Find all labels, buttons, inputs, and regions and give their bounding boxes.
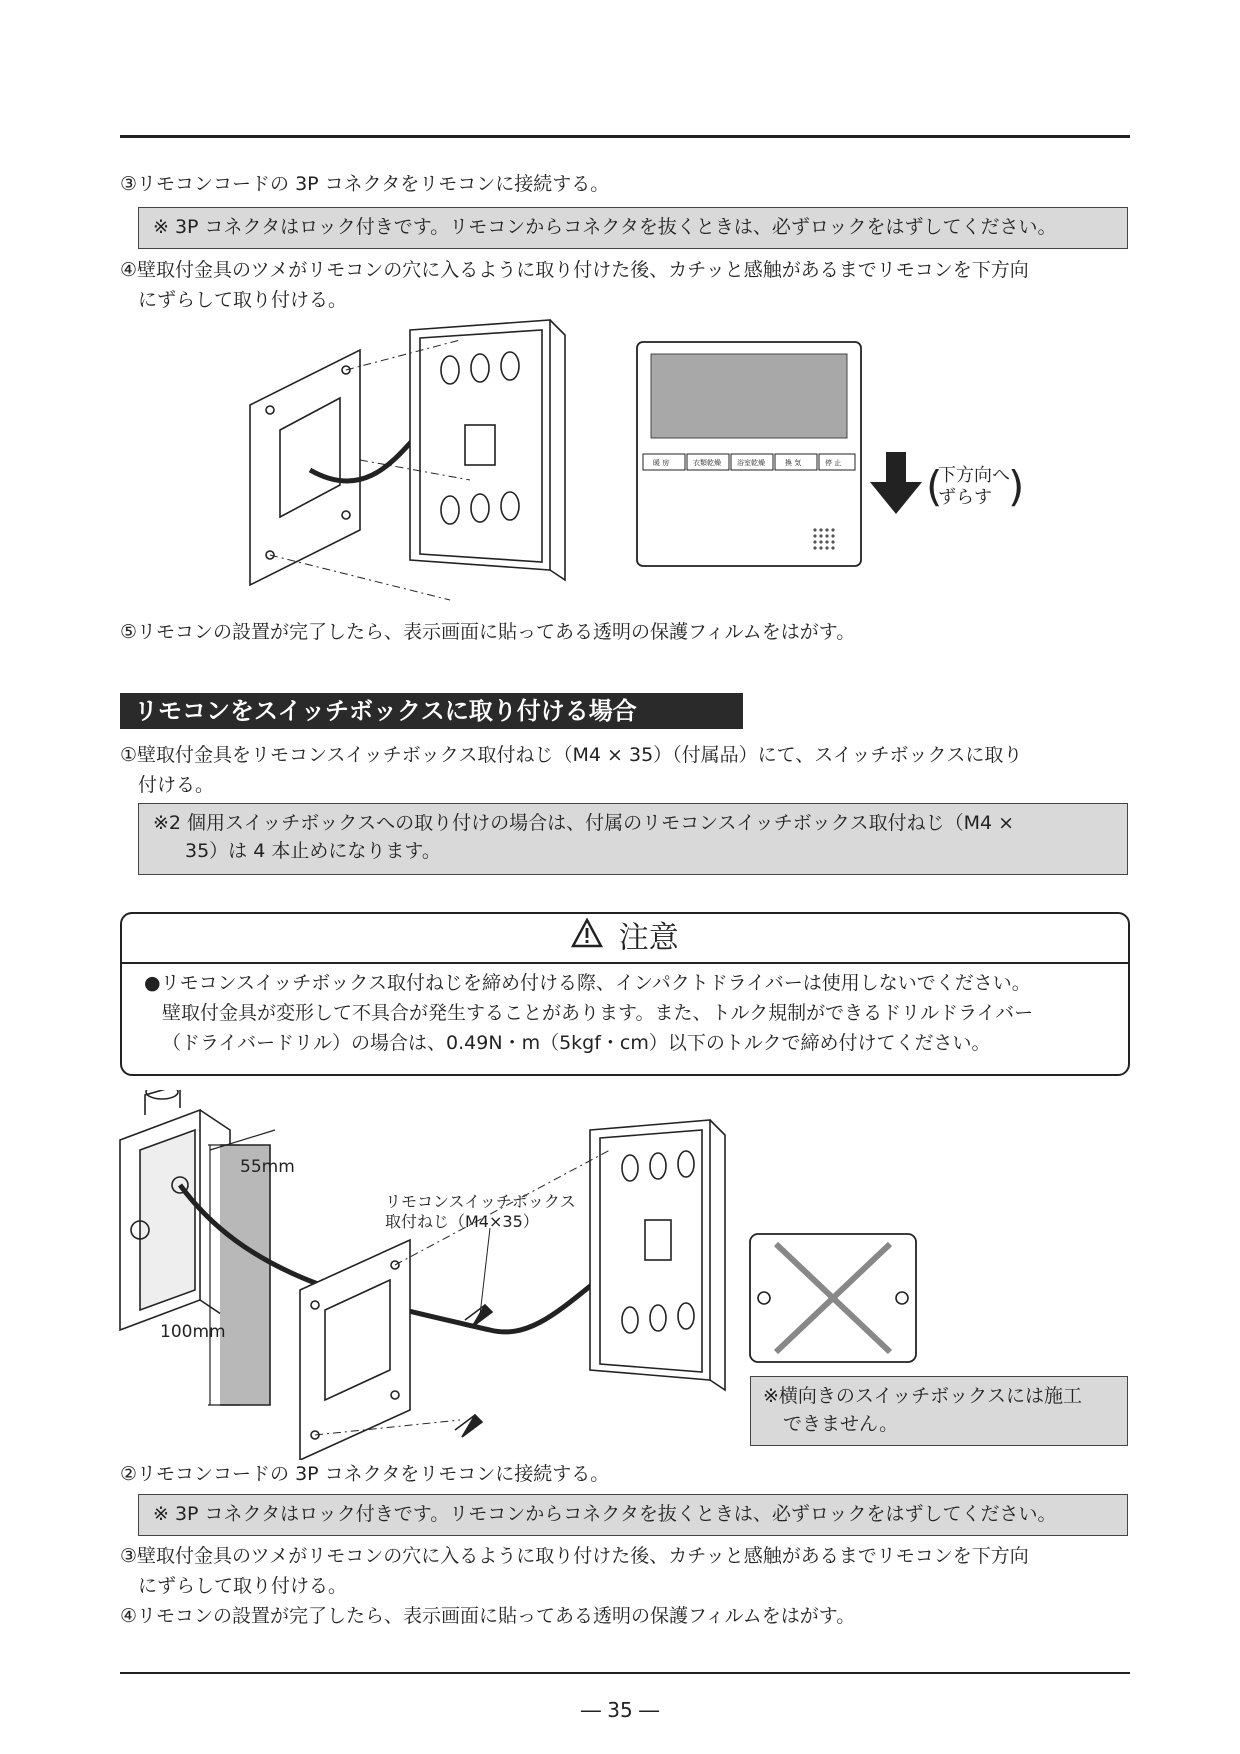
- double-box-note: [138, 803, 1128, 875]
- remote-button-label: 衣類乾燥: [693, 459, 721, 467]
- remote-front-figure: [635, 340, 865, 570]
- step-3-text: ③リモコンコードの 3P コネクタをリモコンに接続する。: [120, 173, 610, 195]
- paren-right-icon: ): [1008, 462, 1025, 511]
- caution-title: 注意: [618, 920, 679, 956]
- mounting-figure-1: [230, 310, 580, 610]
- remote-button-label: 換 気: [785, 459, 802, 467]
- slide-label-line2: ずらす: [938, 487, 992, 508]
- step-4-text-line1: ④壁取付金具のツメがリモコンの穴に入るように取り付けた後、カチッと感触があるまでリモコンを下方向: [120, 259, 1029, 281]
- warning-triangle-icon: [571, 915, 603, 963]
- sb-step-3-line2: にずらして取り付ける。: [138, 1575, 348, 1597]
- sb-step-2-text: ②リモコンコードの 3P コネクタをリモコンに接続する。: [120, 1463, 610, 1485]
- step-5-text: ⑤リモコンの設置が完了したら、表示画面に貼ってある透明の保護フィルムをはがす。: [120, 621, 856, 643]
- horizontal-box-figure: [748, 1232, 918, 1364]
- caution-header: [122, 914, 1128, 964]
- horizontal-note-line2: できません。: [783, 1413, 899, 1435]
- sb-step-1-line2: 付ける。: [138, 774, 215, 796]
- paren-left-icon: (: [926, 462, 943, 511]
- page-number: ― 35 ―: [580, 1698, 660, 1722]
- section-title: リモコンをスイッチボックスに取り付ける場合: [120, 693, 743, 729]
- dim-height-label: 100mm: [160, 1322, 226, 1342]
- caution-box: [120, 912, 1130, 1076]
- double-box-note-line1: ※2 個用スイッチボックスへの取り付けの場合は、付属のリモコンスイッチボックス取付ねじ（M4 ×: [153, 812, 1015, 834]
- sb-step-3-line1: ③壁取付金具のツメがリモコンの穴に入るように取り付けた後、カチッと感触があるまでリモコンを下方向: [120, 1545, 1029, 1567]
- sb-lock-note: ※ 3P コネクタはロック付きです。リモコンからコネクタを抜くときは、必ずロックをはずしてください。: [138, 1494, 1128, 1536]
- down-arrow-icon: [868, 452, 928, 517]
- switch-box-figure: [110, 1090, 750, 1460]
- sb-step-1-line1: ①壁取付金具をリモコンスイッチボックス取付ねじ（M4 × 35）（付属品）にて、スイッチボックスに取り: [120, 744, 1023, 766]
- lock-note: ※ 3P コネクタはロック付きです。リモコンからコネクタを抜くときは、必ずロックをはずしてください。: [138, 207, 1128, 249]
- slide-label-line1: 下方向へ: [938, 465, 1010, 486]
- caution-line2: 壁取付金具が変形して不具合が発生することがあります。また、トルク規制ができるドリルドライバー: [162, 1002, 1034, 1024]
- caution-line1: ●リモコンスイッチボックス取付ねじを締め付ける際、インパクトドライバーは使用しないでください。: [144, 972, 1031, 994]
- sb-step-4-text: ④リモコンの設置が完了したら、表示画面に貼ってある透明の保護フィルムをはがす。: [120, 1605, 856, 1627]
- dim-width-label: 55mm: [240, 1157, 295, 1177]
- screw-label-line2: 取付ねじ（M4×35）: [385, 1212, 539, 1231]
- screw-label-line1: リモコンスイッチボックス: [385, 1192, 576, 1211]
- caution-body: [144, 968, 1033, 1058]
- double-box-note-line2: 35）は 4 本止めになります。: [185, 840, 441, 862]
- horizontal-box-note: [750, 1376, 1128, 1446]
- caution-line3: （ドライバードリル）の場合は、0.49N・m（5kgf・cm）以下のトルクで締め付けてください。: [162, 1032, 991, 1054]
- top-rule: [120, 135, 1130, 138]
- step-4-text-line2: にずらして取り付ける。: [138, 289, 348, 311]
- remote-button-label: 暖 房: [653, 459, 670, 467]
- remote-button-label: 浴室乾燥: [737, 459, 765, 467]
- horizontal-note-line1: ※横向きのスイッチボックスには施工: [763, 1385, 1082, 1407]
- bottom-rule: [120, 1672, 1130, 1674]
- remote-button-label: 停 止: [825, 459, 842, 467]
- screw-label: [385, 1192, 576, 1232]
